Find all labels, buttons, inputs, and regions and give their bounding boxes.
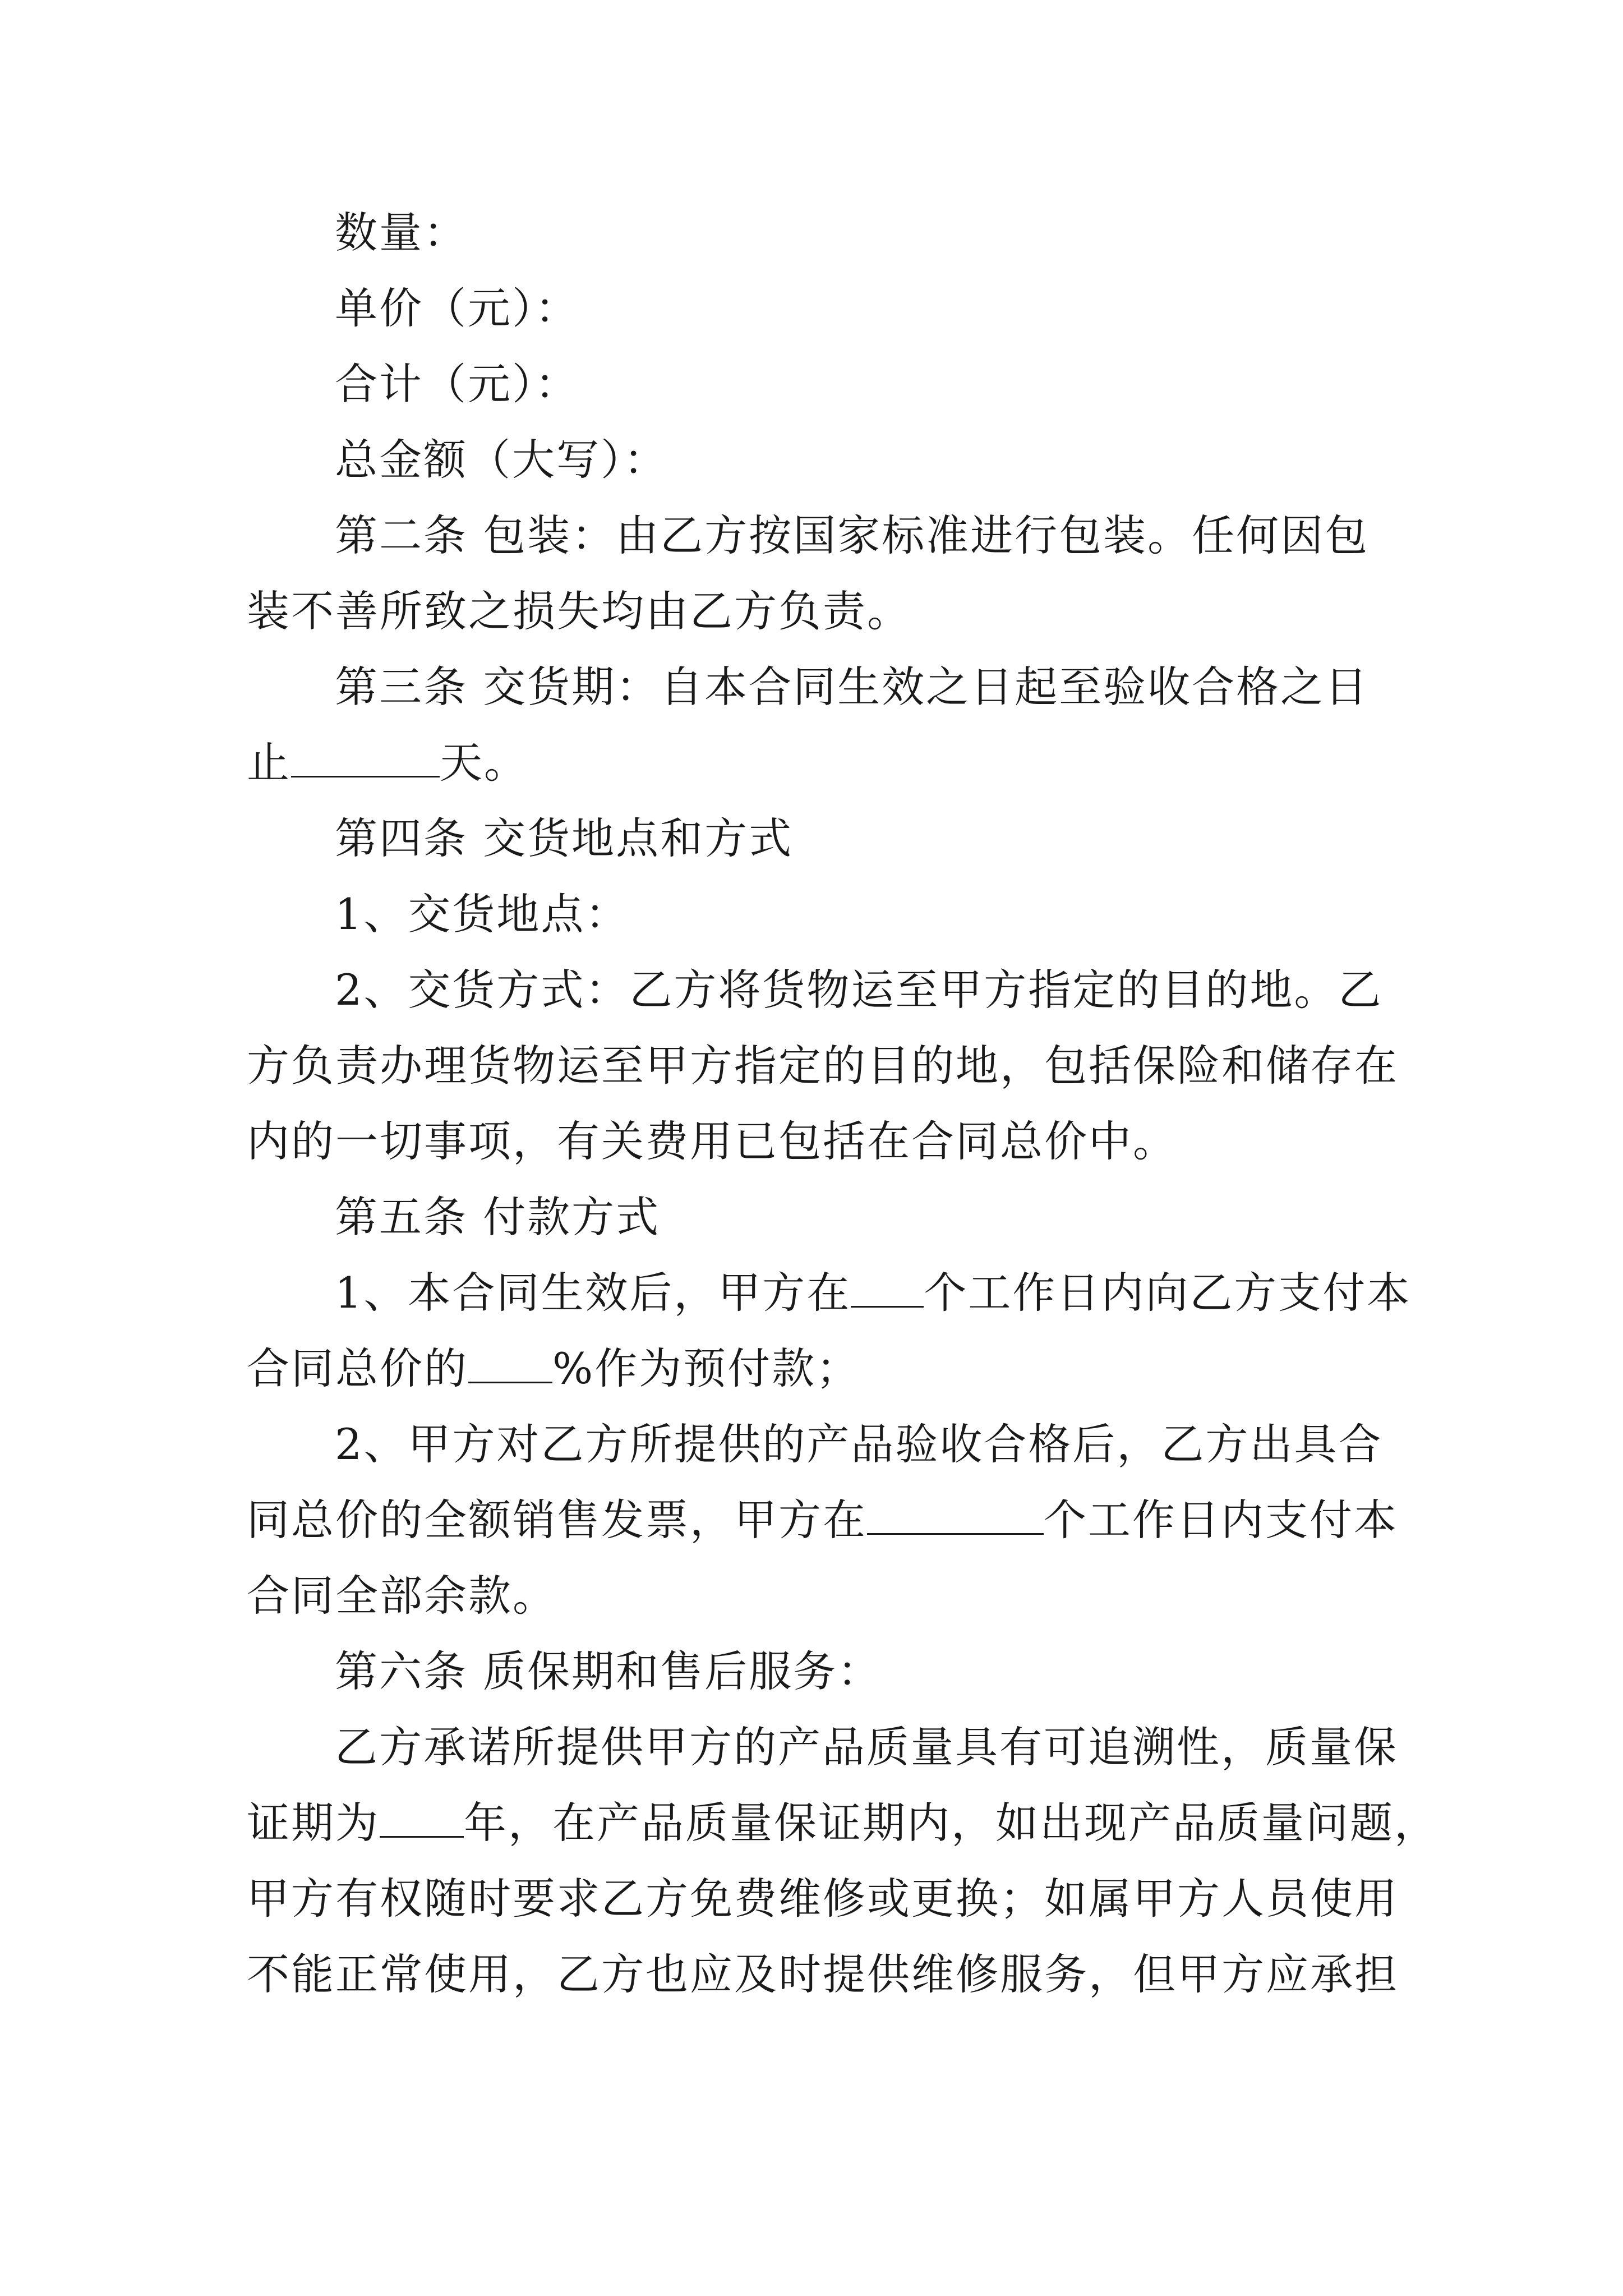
payment-clause-2-continued xyxy=(247,1489,1398,1551)
warranty-paragraph-4: 不能正常使用，乙方也应及时提供维修服务，但甲方应承担 xyxy=(247,1949,1399,1999)
text-fragment: 个工作日内支付本 xyxy=(1044,1495,1398,1545)
text-fragment: 1、本合同生效后，甲方在 xyxy=(335,1268,851,1318)
warranty-paragraph-2 xyxy=(247,1792,1438,1854)
unit-price-line: 单价（元）： xyxy=(335,283,579,333)
delivery-method-line: 2、交货方式：乙方将货物运至甲方指定的目的地。乙 xyxy=(335,965,1383,1015)
delivery-method-continued-1: 方负责办理货物运至甲方指定的目的地，包括保险和储存在 xyxy=(247,1041,1399,1091)
blank-percent xyxy=(468,1338,552,1383)
article-2-continued: 装不善所致之损失均由乙方负责。 xyxy=(247,586,911,636)
total-amount-line: 总金额（大写）： xyxy=(335,435,668,485)
text-fragment: 证期为 xyxy=(247,1798,380,1848)
warranty-paragraph-1: 乙方承诺所提供甲方的产品质量具有可追溯性，质量保 xyxy=(335,1722,1398,1772)
article-3-delivery-period: 第三条 交货期：自本合同生效之日起至验收合格之日 xyxy=(335,662,1370,712)
text-fragment: 合同总价的 xyxy=(247,1343,468,1393)
blank-years xyxy=(380,1792,464,1838)
article-4-heading: 第四条 交货地点和方式 xyxy=(335,813,794,863)
payment-clause-1 xyxy=(335,1262,1411,1324)
text-fragment: 年，在产品质量保证期内，如出现产品质量问题， xyxy=(464,1798,1438,1848)
payment-clause-1-continued xyxy=(247,1338,860,1400)
quantity-line: 数量： xyxy=(335,208,468,257)
text-fragment: %作为预付款； xyxy=(552,1343,861,1393)
payment-clause-2: 2、甲方对乙方所提供的产品验收合格后，乙方出具合 xyxy=(335,1419,1383,1469)
blank-workdays-2 xyxy=(867,1489,1044,1535)
article-5-heading: 第五条 付款方式 xyxy=(335,1192,661,1242)
delivery-location-line: 1、交货地点： xyxy=(335,889,630,939)
text-fragment: 止 xyxy=(247,738,291,788)
payment-clause-2-end: 合同全部余款。 xyxy=(247,1571,557,1621)
blank-days xyxy=(291,732,440,777)
text-fragment: 天。 xyxy=(440,738,528,788)
delivery-method-continued-2: 内的一切事项，有关费用已包括在合同总价中。 xyxy=(247,1116,1177,1166)
warranty-paragraph-3: 甲方有权随时要求乙方免费维修或更换；如属甲方人员使用 xyxy=(247,1874,1399,1924)
article-6-heading: 第六条 质保期和售后服务： xyxy=(335,1646,882,1696)
article-2-packaging: 第二条 包装：由乙方按国家标准进行包装。任何因包 xyxy=(335,510,1370,560)
text-fragment: 同总价的全额销售发票，甲方在 xyxy=(247,1495,867,1545)
article-3-continued xyxy=(247,732,528,794)
subtotal-line: 合计（元）： xyxy=(335,359,579,409)
blank-workdays xyxy=(851,1262,924,1308)
text-fragment: 个工作日内向乙方支付本 xyxy=(924,1268,1412,1318)
